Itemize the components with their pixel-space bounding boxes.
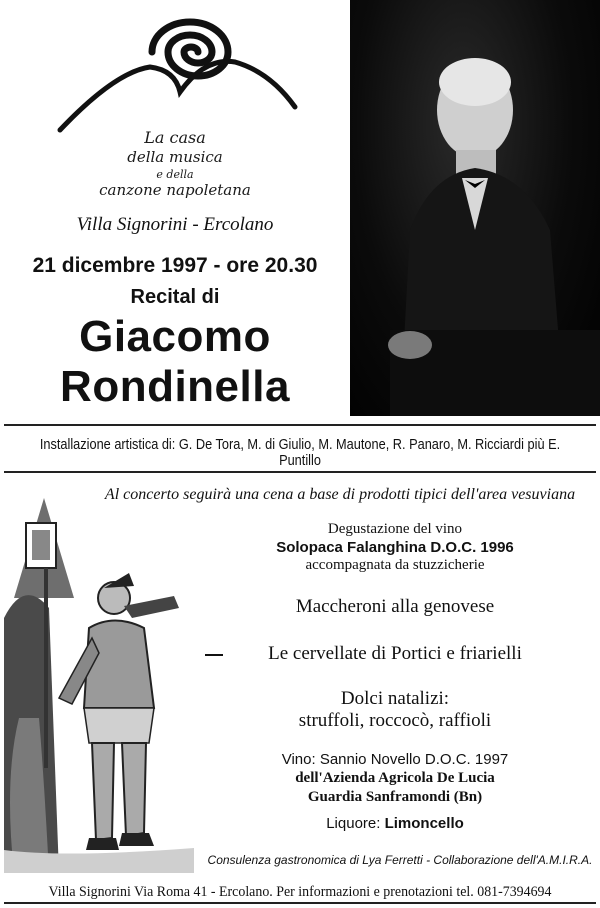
event-date-time: 21 dicembre 1997 - ore 20.30 — [32, 254, 318, 277]
wine-2-line-2: dell'Azienda Agricola De Lucia — [295, 770, 495, 786]
tasting-note: accompagnata da stuzzicherie — [305, 557, 485, 573]
menu-dish-3-items: struffoli, roccocò, raffioli — [298, 710, 492, 731]
wine-2-line-1: Vino: Sannio Novello D.O.C. 1997 — [281, 751, 509, 768]
portrait-silhouette — [350, 0, 600, 416]
liquor-value: Limoncello — [384, 815, 464, 832]
menu-dish-3-title: Dolci natalizi: — [340, 688, 450, 709]
divider-bottom — [4, 902, 596, 904]
artists-credit-line: Installazione artistica di: G. De Tora, M. di Giulio, M. Mautone, R. Panaro, M. Ricciardi più E. Puntillo — [39, 437, 561, 469]
logo-text-line-4: canzone napoletana — [99, 181, 251, 199]
credits-line: Consulenza gastronomica di Lya Ferretti - Collaborazione dell'A.M.I.R.A. — [207, 853, 593, 867]
menu-dish-1: Maccheroni alla genovese — [295, 596, 495, 617]
tasting-label: Degustazione del vino — [327, 521, 463, 537]
poster-header — [0, 0, 600, 416]
divider-middle — [4, 471, 596, 473]
tasting-wine: Solopaca Falanghina D.O.C. 1996 — [276, 539, 514, 556]
wine-2-line-3: Guardia Sanframondi (Bn) — [307, 789, 483, 805]
footer-contact: Villa Signorini Via Roma 41 - Ercolano. Per informazioni e prenotazioni tel. 081-7394694 — [48, 884, 552, 900]
venue-name: Villa Signorini - Ercolano — [76, 214, 274, 235]
menu-dish-2: Le cervellate di Portici e friarielli — [268, 643, 522, 664]
recital-label: Recital di — [130, 286, 220, 308]
logo-text-line-1: La casa — [144, 128, 206, 147]
performer-portrait-photo — [350, 0, 600, 416]
liquor-line — [190, 815, 600, 832]
logo-text-line-2: della musica — [127, 148, 223, 166]
divider-top — [4, 424, 596, 426]
dinner-intro: Al concerto seguirà una cena a base di prodotti tipici dell'area vesuviana — [104, 486, 576, 503]
liquor-label: Liquore: — [326, 815, 381, 832]
header-text-column — [0, 0, 350, 416]
pulcinella-drinking-illustration — [4, 478, 194, 873]
spiral-mountain-logo — [55, 12, 300, 144]
performer-last-name: Rondinella — [60, 362, 290, 411]
performer-first-name: Giacomo — [79, 312, 271, 361]
logo-text-line-3: e della — [156, 168, 194, 181]
